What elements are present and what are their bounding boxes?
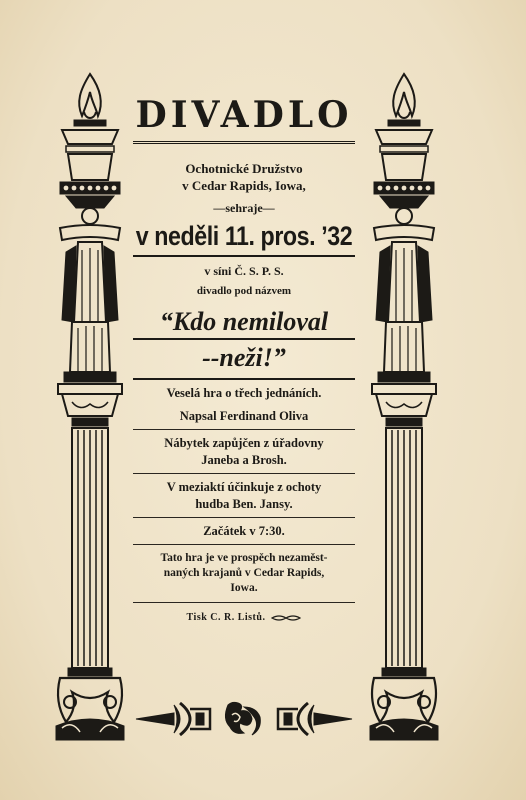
play-title-line-2: --neži!” — [202, 343, 286, 372]
right-torch-pillar-illustration — [366, 72, 442, 752]
play-title-line-1: “Kdo nemiloval — [159, 307, 329, 336]
bottom-ornament-illustration — [134, 695, 354, 743]
notice-line-3: Iowa. — [230, 582, 258, 594]
under-name-text: divadlo pod názvem — [196, 285, 292, 297]
sehraje-text: —sehraje— — [213, 201, 275, 215]
notice-line-1: Tato hra je ve prospěch nezaměst- — [160, 552, 328, 564]
music-section — [133, 474, 355, 517]
genre-author-section — [133, 380, 355, 429]
music-line-2: hudba Ben. Jansy. — [195, 497, 293, 511]
author-text: Napsal Ferdinand Oliva — [179, 409, 309, 423]
genre-text: Veselá hra o třech jednáních. — [166, 386, 322, 400]
organizer-line-2: v Cedar Rapids, Iowa, — [182, 178, 306, 193]
page-title: DIVADLO — [135, 94, 353, 136]
furniture-section — [133, 430, 355, 473]
organizer-line-1: Ochotnické Družstvo — [185, 161, 303, 176]
date-divider — [133, 255, 355, 257]
start-time-section — [133, 518, 355, 544]
music-line-1: V meziaktí účinkuje z ochoty — [166, 480, 322, 494]
benefit-notice-section — [133, 545, 355, 602]
printer-credit — [133, 612, 355, 623]
furniture-line-2: Janeba a Brosh. — [201, 453, 287, 467]
notice-line-2: naných krajanů v Cedar Rapids, — [163, 567, 325, 579]
venue-text: v síni Č. S. P. S. — [204, 264, 284, 278]
left-torch-pillar-illustration — [52, 72, 128, 752]
title-divider — [133, 141, 355, 144]
start-time-text: Začátek v 7:30. — [203, 524, 285, 538]
section-divider — [133, 602, 355, 603]
printer-ornament-icon — [271, 614, 301, 622]
play-title-underline — [133, 338, 355, 340]
performance-date: v neděli 11. pros. ’32 — [135, 221, 353, 251]
furniture-line-1: Nábytek zapůjčen z úřadovny — [164, 436, 324, 450]
playbill-text-column — [133, 95, 355, 623]
printer-text: Tisk C. R. Listů. — [186, 612, 266, 623]
